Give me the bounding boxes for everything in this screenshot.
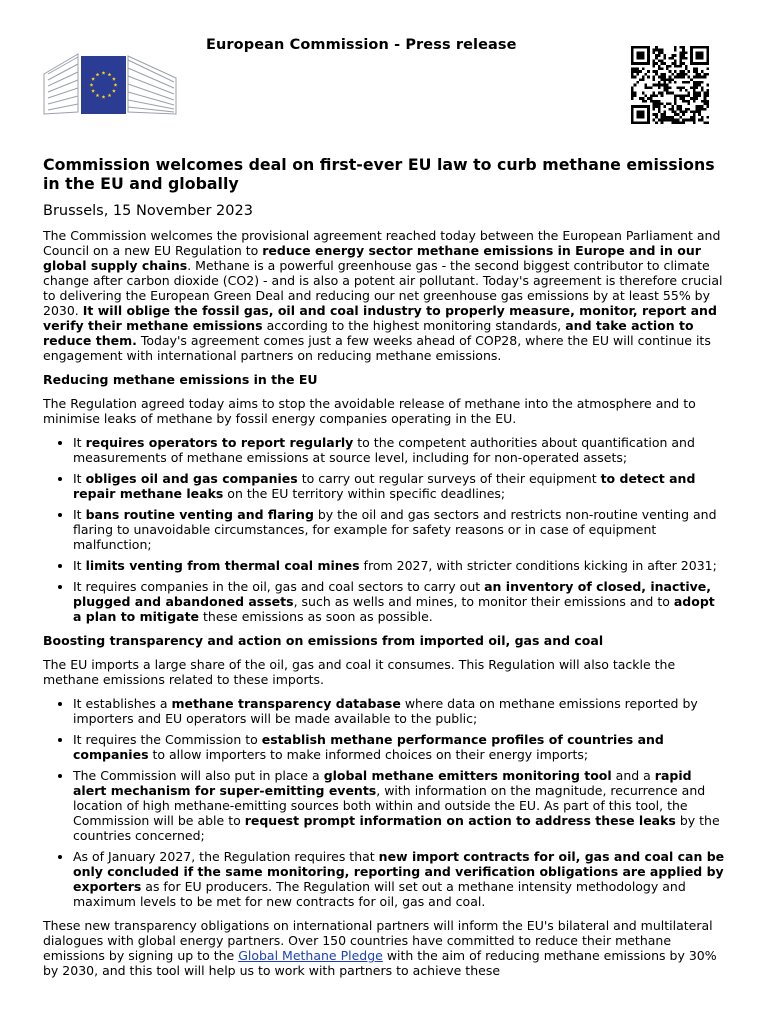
qr-code xyxy=(631,46,709,124)
closing-paragraph xyxy=(43,918,725,978)
text-run: these emissions as soon as possible. xyxy=(199,609,433,624)
text-run: It xyxy=(73,507,86,522)
text-run: where data on methane emissions reported by importers and EU operators will be made available to the public; xyxy=(73,696,698,726)
list-item xyxy=(73,732,725,762)
text-run: It establishes a xyxy=(73,696,172,711)
bold-text: requires operators to report regularly xyxy=(85,435,354,450)
text-run: It xyxy=(73,558,86,573)
text-run: with the aim of reducing methane emissions by 30% by 2030, and this tool will help us to work with partners to achieve these xyxy=(43,948,717,978)
european-commission-logo xyxy=(42,50,179,118)
text-run: by the countries concerned; xyxy=(73,813,720,843)
text-run: The Commission will also put in place a xyxy=(73,768,324,783)
headline: Commission welcomes deal on first-ever EU law to curb methane emissions in the EU and globally xyxy=(43,155,715,193)
intro-paragraph xyxy=(43,228,725,363)
bold-text: adopt a plan to mitigate xyxy=(73,594,715,624)
list-item xyxy=(73,579,725,624)
text-run: It requires the Commission to xyxy=(73,732,262,747)
list-item xyxy=(73,435,725,465)
bold-text: rapid alert mechanism for super-emitting events xyxy=(73,768,692,798)
bullet-list-imports xyxy=(43,696,725,909)
section-intro-imports xyxy=(43,657,725,687)
bold-text: an inventory of closed, inactive, plugged and abandoned assets xyxy=(73,579,712,609)
section-heading-imports: Boosting transparency and action on emissions from imported oil, gas and coal xyxy=(43,633,604,648)
section-heading-eu-emissions: Reducing methane emissions in the EU xyxy=(43,372,318,387)
text-run: The Commission welcomes the provisional agreement reached today between the European Parliament and Council on a new EU Regulation to xyxy=(43,228,721,258)
bold-text: limits venting from thermal coal mines xyxy=(85,558,360,573)
bold-text: and take action to reduce them. xyxy=(43,318,694,348)
global-methane-pledge-link[interactable]: Global Methane Pledge xyxy=(238,948,383,963)
text-run: . Methane is a powerful greenhouse gas - the second biggest contributor to climate change after carbon dioxide (CO2) - and is also a potent air pollutant. Today's agreement is therefore crucial to delivering the European Green Deal and reducing our net greenhouse gas emissions by at least 55% by 2030. xyxy=(43,258,723,318)
bold-text: new import contracts for oil, gas and coal can be only concluded if the same monitoring, reporting and verification obligations are applied by exporters xyxy=(73,849,725,894)
text-run: It requires companies in the oil, gas and coal sectors to carry out xyxy=(73,579,485,594)
bullet-list-eu-emissions xyxy=(43,435,725,624)
text-run: to carry out regular surveys of their equipment xyxy=(297,471,601,486)
bold-text: global methane emitters monitoring tool xyxy=(323,768,612,783)
text-run: It xyxy=(73,435,86,450)
list-item xyxy=(73,696,725,726)
press-release-header-title: European Commission - Press release xyxy=(206,37,517,53)
bold-text: to detect and repair methane leaks xyxy=(73,471,696,501)
text-run: It xyxy=(73,471,86,486)
text-run: to the competent authorities about quantification and measurements of methane emissions at source level, including for non-operated assets; xyxy=(73,435,695,465)
text-run: , such as wells and mines, to monitor their emissions and to xyxy=(293,594,674,609)
bold-text: establish methane performance profiles of countries and companies xyxy=(73,732,664,762)
bold-text: reduce energy sector methane emissions in Europe and in our global supply chains xyxy=(43,243,701,273)
text-run: These new transparency obligations on international partners will inform the EU's bilateral and multilateral dialogues with global energy partners. Over 150 countries have committed to reduce their methane emissions by signing up to the xyxy=(43,918,713,963)
bold-text: methane transparency database xyxy=(171,696,401,711)
bold-text: request prompt information on action to address these leaks xyxy=(244,813,676,828)
text-run: The EU imports a large share of the oil, gas and coal it consumes. This Regulation will also tackle the methane emissions related to these imports. xyxy=(43,657,676,687)
text-run: by the oil and gas sectors and restricts non-routine venting and flaring to unavoidable circumstances, for example for safety reasons or in case of equipment malfunction; xyxy=(73,507,717,552)
text-run: As of January 2027, the Regulation requires that xyxy=(73,849,379,864)
text-run: The Regulation agreed today aims to stop the avoidable release of methane into the atmosphere and to minimise leaks of methane by fossil energy companies operating in the EU. xyxy=(43,396,696,426)
list-item xyxy=(73,471,725,501)
text-run: from 2027, with stricter conditions kicking in after 2031; xyxy=(359,558,717,573)
text-run: , with information on the magnitude, recurrence and location of high methane-emitting sources both within and outside the EU. As part of this tool, the Commission will be able to xyxy=(73,783,706,828)
bold-text: obliges oil and gas companies xyxy=(85,471,298,486)
text-run: as for EU producers. The Regulation will set out a methane intensity methodology and maximum levels to be met for new contracts for oil, gas and coal. xyxy=(73,879,686,909)
dateline: Brussels, 15 November 2023 xyxy=(43,203,253,219)
text-run: and a xyxy=(611,768,655,783)
text-run: on the EU territory within specific deadlines; xyxy=(223,486,506,501)
list-item xyxy=(73,507,725,552)
list-item xyxy=(73,768,725,843)
text-run: according to the highest monitoring standards, xyxy=(262,318,566,333)
list-item xyxy=(73,849,725,909)
list-item xyxy=(73,558,725,573)
bold-text: It will oblige the fossil gas, oil and coal industry to properly measure, monitor, report and verify their methane emissions xyxy=(43,303,717,333)
section-intro-eu-emissions xyxy=(43,396,725,426)
article-body xyxy=(43,155,725,987)
text-run: Today's agreement comes just a few weeks ahead of COP28, where the EU will continue its engagement with international partners on reducing methane emissions. xyxy=(43,333,711,363)
bold-text: bans routine venting and flaring xyxy=(85,507,314,522)
text-run: to allow importers to make informed choices on their energy imports; xyxy=(148,747,589,762)
